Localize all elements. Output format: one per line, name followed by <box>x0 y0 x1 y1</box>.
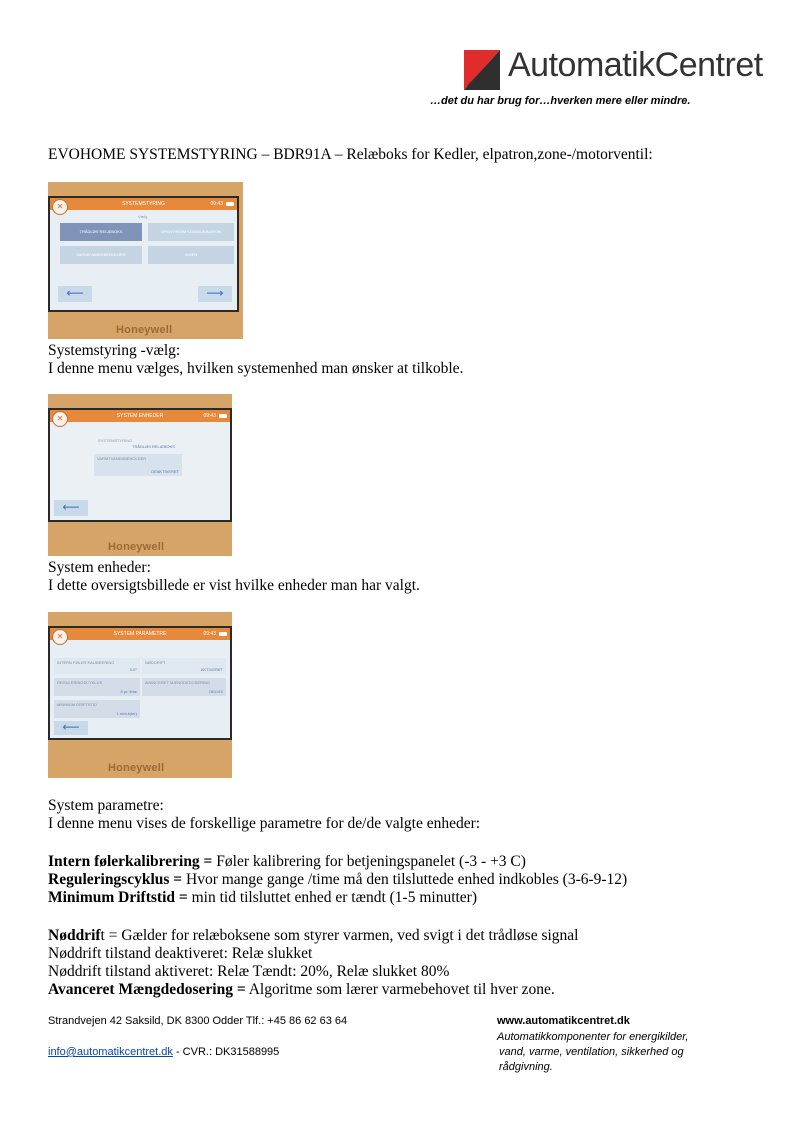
screen-titlebar <box>50 628 230 640</box>
footer-slogan-3: rådgivning. <box>499 1061 553 1073</box>
back-arrow-icon[interactable]: ⟵ <box>54 500 88 516</box>
clock: 09:43 <box>210 201 223 207</box>
param-tile[interactable] <box>54 658 140 674</box>
definition: Hvor mange gange /time må den tilsluttede enhed indkobles (3-6-9-12) <box>182 871 628 888</box>
email-link[interactable]: info@automatikcentret.dk <box>48 1046 173 1058</box>
footer-website: www.automatikcentret.dk <box>497 1015 630 1027</box>
row1-label: SYSTEMSTYRING <box>98 438 133 443</box>
param-label: MINIMUM DRIFTSTID <box>57 702 97 707</box>
noddrift-deaktiveret: Nøddrift tilstand deaktiveret: Relæ slukket <box>48 945 313 962</box>
clock: 09:43 <box>203 631 216 637</box>
screen-titlebar <box>50 410 230 422</box>
caption-1-title: Systemstyring -vælg: <box>48 342 181 359</box>
footer-slogan-2: vand, varme, ventilation, sikkerhed og <box>499 1046 684 1058</box>
definition: Føler kalibrering for betjeningspanelet (-3 - +3 C) <box>212 853 526 870</box>
option-varmevandsbeholder[interactable]: VARMEVANDSBEHOLDER <box>60 246 142 264</box>
param-tile[interactable] <box>142 678 226 696</box>
device-photo-system-parametre <box>48 612 232 778</box>
screen-subtitle: Vælg <box>138 214 148 219</box>
param-label: REGULERINGSCYKLUS <box>57 680 103 685</box>
param-tile[interactable] <box>142 658 226 674</box>
screen-title: SYSTEMSTYRING <box>122 201 165 207</box>
device-screen <box>48 626 232 740</box>
param-value: AKTIVERET <box>200 667 223 672</box>
param-tile[interactable] <box>54 678 140 696</box>
brand-honeywell: Honeywell <box>108 541 165 553</box>
definition-avanceret-maengdedosering <box>48 981 555 999</box>
row2-label: VARMTVANDSBEHOLDER <box>97 456 147 461</box>
battery-icon <box>219 632 227 636</box>
cvr: - CVR.: DK31588995 <box>172 1046 280 1058</box>
brand-honeywell: Honeywell <box>108 762 165 774</box>
caption-3-title: System parametre: <box>48 797 164 814</box>
footer-address: Strandvejen 42 Saksild, DK 8300 Odder Tlf.: +45 86 62 63 64 <box>48 1015 348 1027</box>
back-arrow-icon[interactable]: ⟵ <box>54 721 88 735</box>
definition: min tid tilsluttet enhed er tændt (1-5 minutter) <box>187 889 478 906</box>
noddrift-aktiveret: Nøddrift tilstand aktiveret: Relæ Tændt: 20%, Relæ slukket 80% <box>48 963 450 980</box>
param-tile[interactable] <box>54 700 140 718</box>
screen-titlebar <box>50 198 237 210</box>
forward-arrow-icon[interactable]: ⟶ <box>198 286 232 302</box>
page-heading: EVOHOME SYSTEMSTYRING – BDR91A – Relæboks for Kedler, elpatron,zone-/motorventil: <box>48 146 653 163</box>
device-screen <box>48 196 239 312</box>
settings-gear-icon[interactable]: ✕ <box>52 199 68 215</box>
param-label: NØDDRIFT <box>145 660 166 665</box>
param-label: AVANCERET MÆNGDEDOSERING <box>145 680 211 685</box>
caption-2-text: I dette oversigtsbillede er vist hvilke enheder man har valgt. <box>48 577 420 594</box>
battery-icon <box>219 414 227 418</box>
term: Intern følerkalibrering = <box>48 853 213 870</box>
clock: 09:43 <box>203 413 216 419</box>
param-value: DELVIS <box>209 689 223 694</box>
term: Avanceret Mængdedosering = <box>48 981 246 998</box>
definition: t = Gælder for relæboksene som styrer varmen, ved svigt i det trådløse signal <box>100 927 579 944</box>
definition-noddrift <box>48 927 579 945</box>
caption-3-text: I denne menu vises de forskellige parametre for de/de valgte enheder: <box>48 815 481 832</box>
device-photo-system-enheder <box>48 394 232 556</box>
definition-intern-folerkalibrering <box>48 853 526 871</box>
term: Nøddrif <box>48 927 101 944</box>
settings-gear-icon[interactable]: ✕ <box>52 411 68 427</box>
device-photo-systemstyring <box>48 182 243 339</box>
option-opentherm[interactable]: OPENTHERM KOMMUNIKATION <box>148 223 234 241</box>
definition-reguleringscyklus <box>48 871 627 889</box>
settings-gear-icon[interactable]: ✕ <box>52 629 68 645</box>
logo-mark <box>464 50 500 90</box>
screen-title: SYSTEM PARAMETRE <box>113 631 167 637</box>
footer-slogan-1: Automatikkomponenter for energikilder, <box>497 1031 689 1043</box>
device-screen <box>48 408 232 522</box>
back-arrow-icon[interactable]: ⟵ <box>58 286 92 302</box>
tagline: …det du har brug for…hverken mere eller mindre. <box>430 95 691 107</box>
option-ingen[interactable]: INGEN <box>148 246 234 264</box>
param-label: INTERN FØLER KALIBRERING <box>57 660 115 665</box>
term: Reguleringscyklus = <box>48 871 183 888</box>
logo-text: AutomatikCentret <box>508 46 763 84</box>
term: Minimum Driftstid = <box>48 889 188 906</box>
caption-2-title: System enheder: <box>48 559 151 576</box>
battery-icon <box>226 202 234 206</box>
screen-title: SYSTEM ENHEDER <box>116 413 164 419</box>
param-value: 1 minut(ter) <box>116 711 137 716</box>
definition-minimum-driftstid <box>48 889 477 907</box>
row1-value: TRÅDLØS RELÆBOKS <box>132 444 175 449</box>
footer-contact <box>48 1046 279 1058</box>
option-tradlos-relaeboks[interactable]: TRÅDLØS RELÆBOKS <box>60 223 142 241</box>
brand-honeywell: Honeywell <box>116 324 173 336</box>
row2-value: DEAKTIVERET <box>151 469 179 474</box>
param-value: 0.0° <box>129 667 137 672</box>
definition: Algoritme som lærer varmebehovet til hver zone. <box>245 981 555 998</box>
caption-1-text: I denne menu vælges, hvilken systemenhed man ønsker at tilkoble. <box>48 360 464 377</box>
row2-tile[interactable] <box>94 454 182 476</box>
param-value: 6 pr. time <box>120 689 137 694</box>
